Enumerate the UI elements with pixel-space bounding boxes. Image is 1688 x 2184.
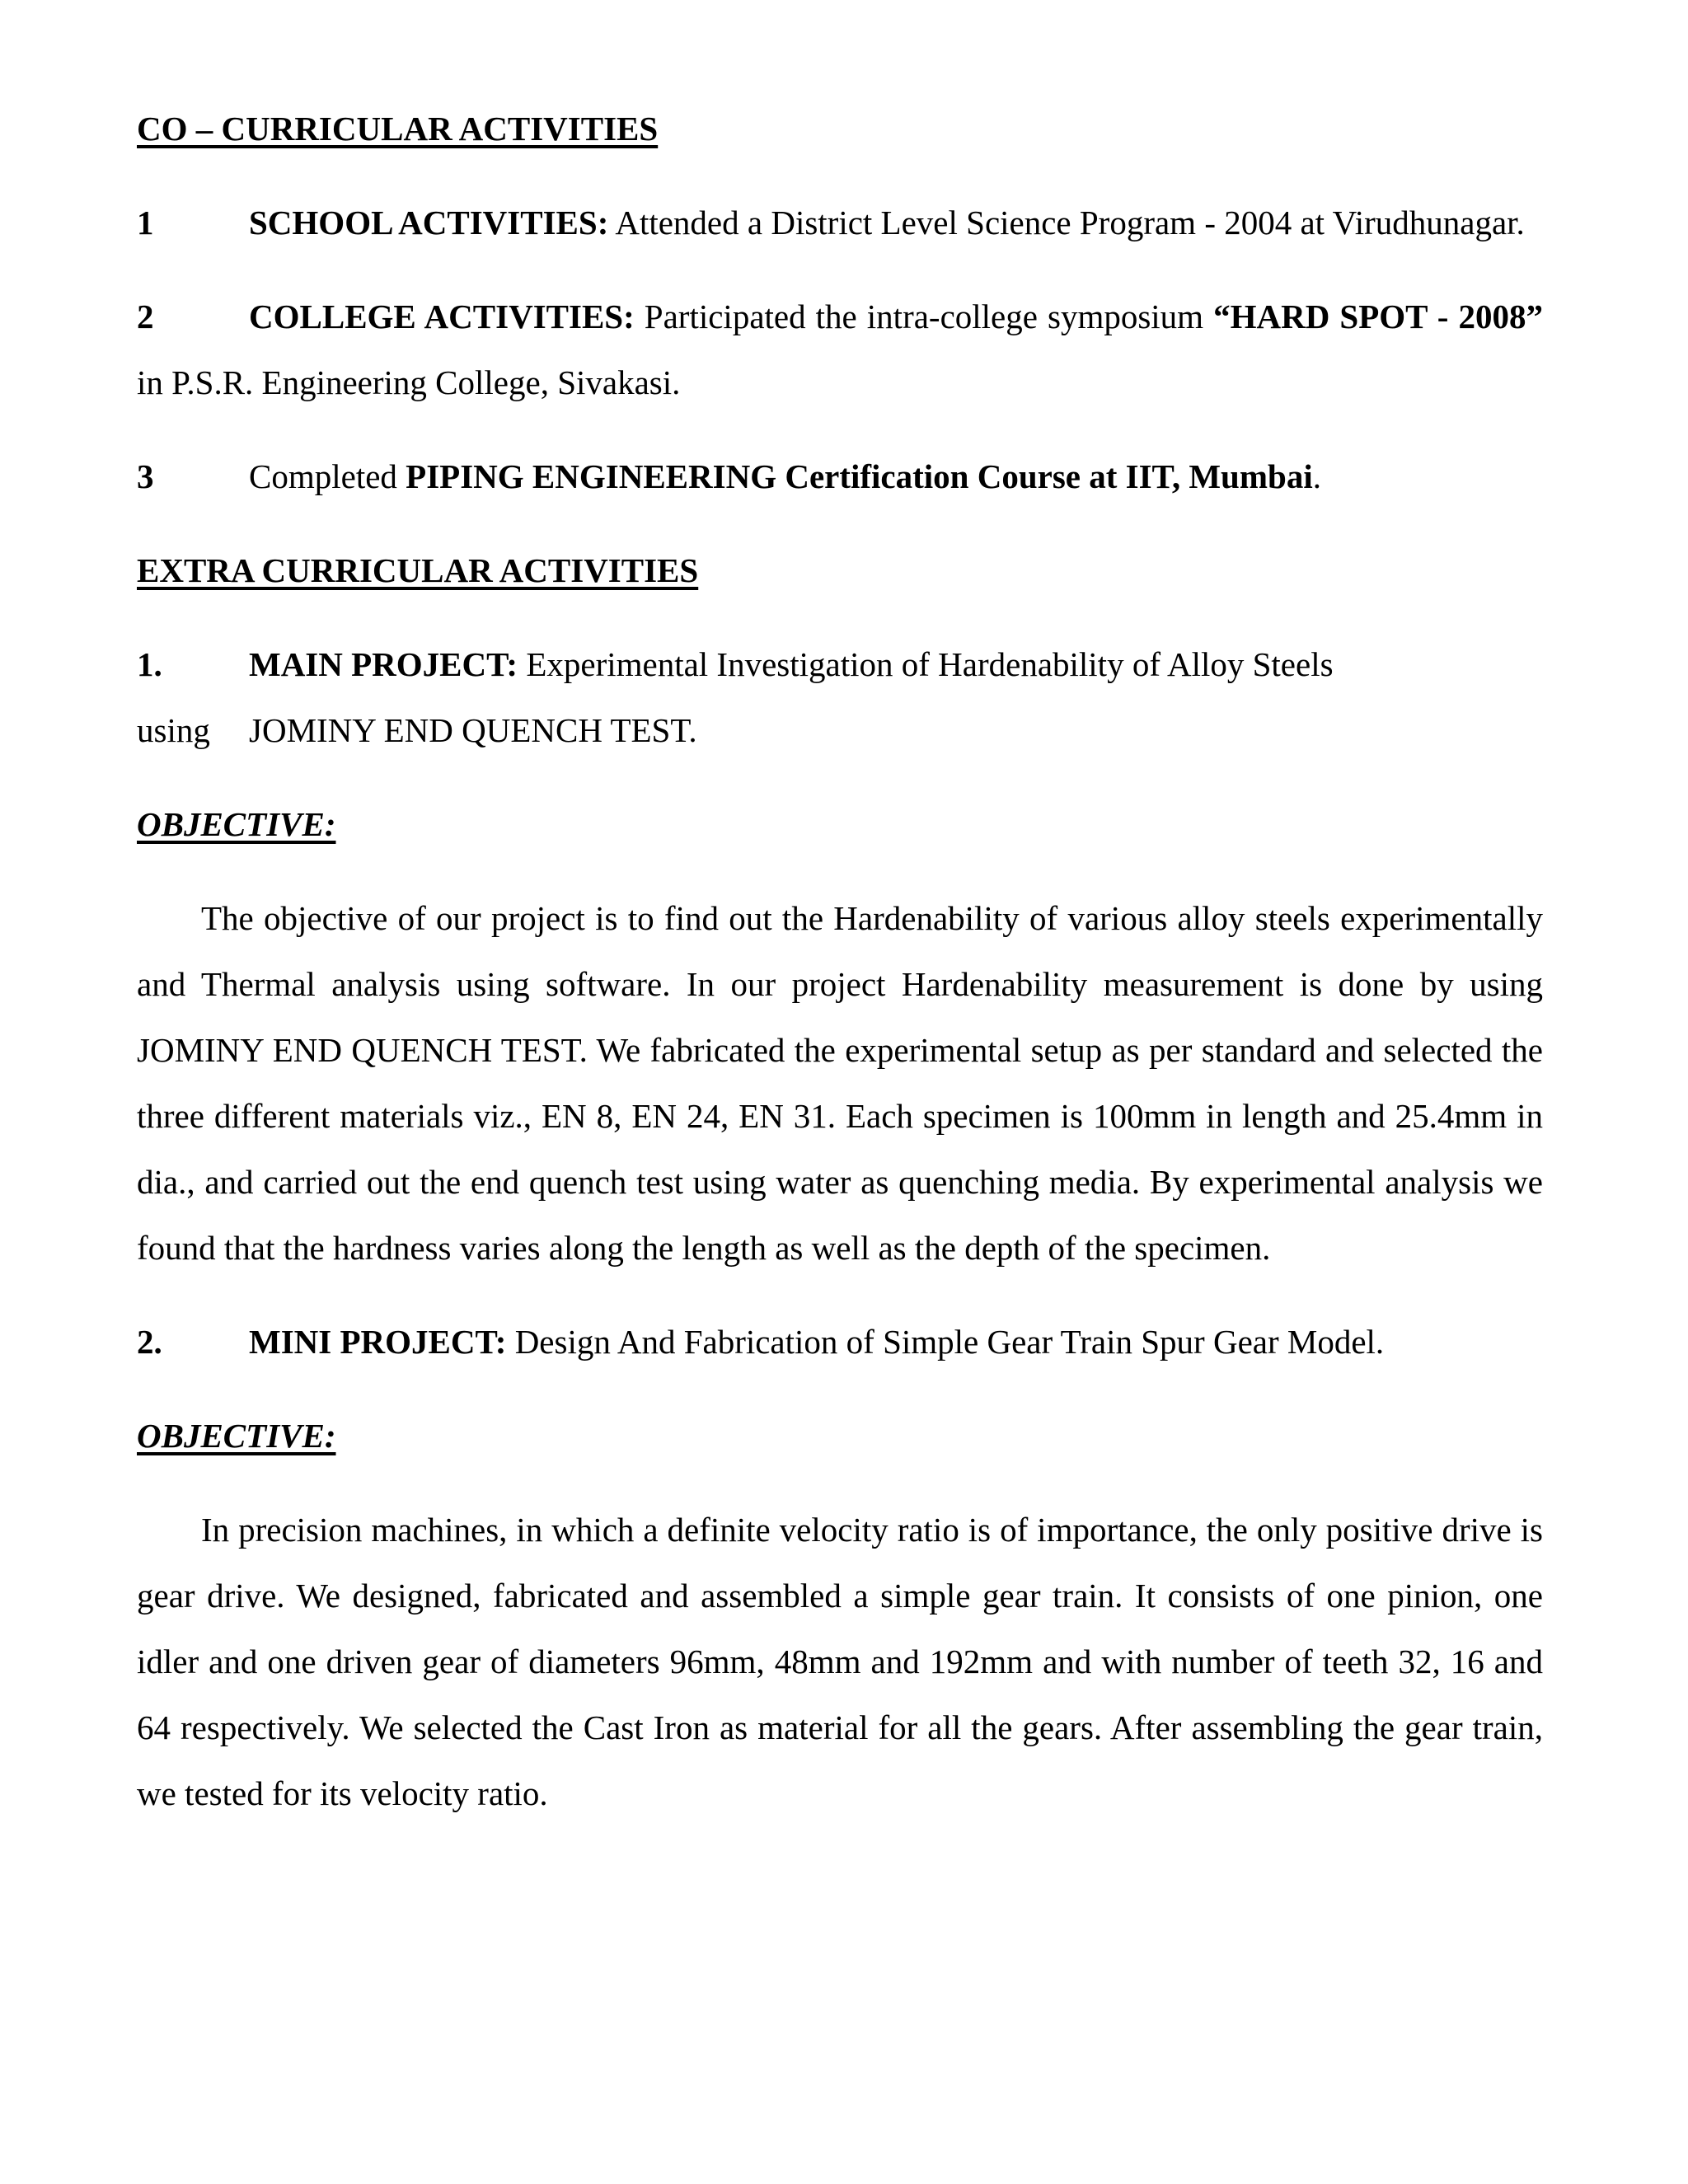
- college-activities-label: COLLEGE ACTIVITIES:: [249, 298, 635, 335]
- symposium-name: “HARD SPOT - 2008”: [1213, 298, 1543, 335]
- certification-suffix: .: [1312, 457, 1321, 495]
- school-activities-text: Attended a District Level Science Program - 2004 at Virudhunagar.: [608, 204, 1525, 241]
- certification-item: [137, 443, 1543, 509]
- main-project-title: Experimental Investigation of Hardenability of Alloy Steels: [518, 645, 1334, 683]
- main-project-label: MAIN PROJECT:: [249, 645, 518, 683]
- main-project-item: [137, 631, 1543, 763]
- main-project-test: JOMINY END QUENCH TEST.: [249, 711, 697, 749]
- co-curricular-heading: CO – CURRICULAR ACTIVITIES: [137, 110, 659, 148]
- mini-project-item: [137, 1309, 1543, 1375]
- main-project-using: using: [137, 711, 210, 749]
- certification-course: PIPING ENGINEERING Certification Course at IIT, Mumbai: [406, 457, 1313, 495]
- item-number: 2: [137, 298, 154, 335]
- mini-objective-heading: OBJECTIVE:: [137, 1417, 336, 1455]
- college-activities-location: in P.S.R. Engineering College, Sivakasi.: [137, 363, 681, 401]
- certification-prefix: Completed: [249, 457, 406, 495]
- college-activities-text: Participated the intra-college symposium: [634, 298, 1214, 335]
- mini-objective-text: In precision machines, in which a definite velocity ratio is of importance, the only positive drive is gear drive. We designed, fabricated and assembled a simple gear train. It consists of one pinion, one idler and one driven gear of diameters 96mm, 48mm and 192mm and with number of teeth 32, 16 and 64 respectively. We selected the Cast Iron as material for all the gears. After assembling the gear train, we tested for its velocity ratio.: [137, 1511, 1543, 1812]
- item-number: 3: [137, 457, 154, 495]
- school-activities-label: SCHOOL ACTIVITIES:: [249, 204, 609, 241]
- mini-project-label: MINI PROJECT:: [249, 1323, 507, 1361]
- mini-project-title: Design And Fabrication of Simple Gear Train Spur Gear Model.: [506, 1323, 1385, 1361]
- extra-curricular-heading: EXTRA CURRICULAR ACTIVITIES: [137, 551, 699, 589]
- item-number: 2.: [137, 1323, 162, 1361]
- item-number: 1.: [137, 645, 162, 683]
- main-objective-heading: OBJECTIVE:: [137, 805, 336, 843]
- college-activities-item: [137, 284, 1543, 415]
- main-objective-text: The objective of our project is to find out the Hardenability of various alloy steels experimentally and Thermal analysis using software. In our project Hardenability measurement is done by using JOMINY END QUENCH TEST. We fabricated the experimental setup as per standard and selected the three different materials viz., EN 8, EN 24, EN 31. Each specimen is 100mm in length and 25.4mm in dia., and carried out the end quench test using water as quenching media. By experimental analysis we found that the hardness varies along the length as well as the depth of the specimen.: [137, 899, 1543, 1267]
- school-activities-item: [137, 190, 1543, 255]
- item-number: 1: [137, 204, 154, 241]
